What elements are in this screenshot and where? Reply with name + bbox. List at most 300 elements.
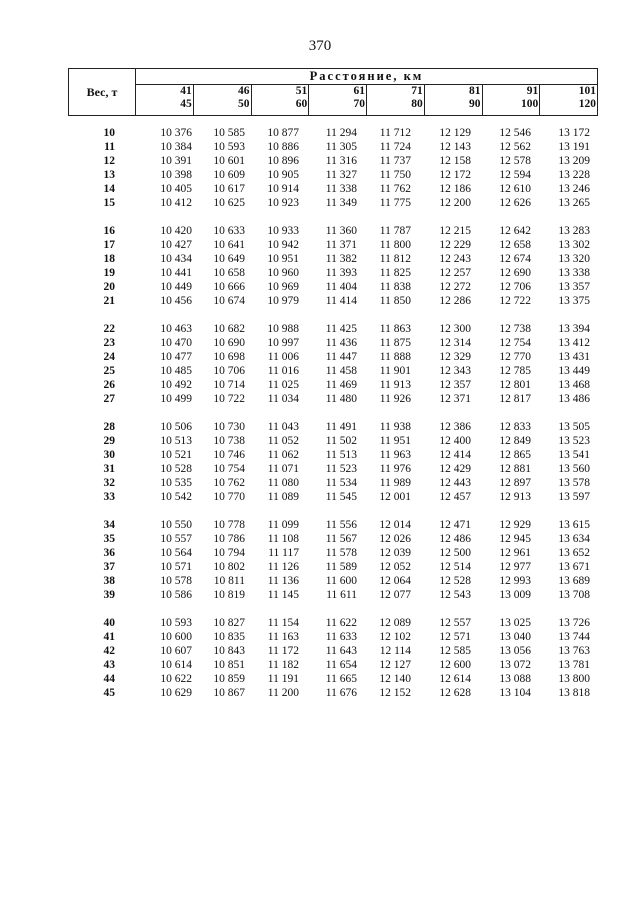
- value-cell: 12 140: [379, 673, 411, 685]
- weight-cell: 28: [103, 421, 115, 433]
- range-header-cell: [309, 85, 367, 116]
- value-cell: 12 371: [439, 393, 471, 405]
- table-row: [68, 280, 598, 294]
- value-cell: 10 933: [267, 225, 299, 237]
- value-cell: 11 071: [267, 463, 299, 475]
- table-row: [68, 364, 598, 378]
- value-cell: 10 629: [160, 687, 192, 699]
- value-cell: 12 674: [499, 253, 531, 265]
- value-cell: 11 513: [325, 449, 357, 461]
- table-row: [68, 546, 598, 560]
- weight-cell: 42: [103, 645, 115, 657]
- value-cell: 11 556: [325, 519, 357, 531]
- value-cell: 11 611: [326, 589, 357, 601]
- value-cell: 13 800: [558, 673, 590, 685]
- value-cell: 12 770: [499, 351, 531, 363]
- value-cell: 11 126: [267, 561, 299, 573]
- value-cell: 12 243: [439, 253, 471, 265]
- table-row: [68, 448, 598, 462]
- value-cell: 12 977: [499, 561, 531, 573]
- value-cell: 13 763: [558, 645, 590, 657]
- value-cell: 11 108: [267, 533, 299, 545]
- value-cell: 12 514: [439, 561, 471, 573]
- value-cell: 13 375: [558, 295, 590, 307]
- value-cell: 11 938: [379, 421, 411, 433]
- range-start: 71: [411, 85, 423, 97]
- value-cell: 10 622: [160, 673, 192, 685]
- value-cell: 10 682: [213, 323, 245, 335]
- value-cell: 10 762: [213, 477, 245, 489]
- value-cell: 13 302: [558, 239, 590, 251]
- value-cell: 10 601: [213, 155, 245, 167]
- value-cell: 12 690: [499, 267, 531, 279]
- value-cell: 11 080: [267, 477, 299, 489]
- range-header-row: [69, 85, 598, 116]
- value-cell: 12 626: [499, 197, 531, 209]
- value-cell: 10 633: [213, 225, 245, 237]
- weight-cell: 16: [103, 225, 115, 237]
- value-cell: 11 502: [325, 435, 357, 447]
- range-start: 81: [469, 85, 481, 97]
- value-cell: 10 914: [267, 183, 299, 195]
- value-cell: 10 535: [160, 477, 192, 489]
- value-cell: 11 762: [379, 183, 411, 195]
- value-cell: 10 698: [213, 351, 245, 363]
- table-row: [68, 560, 598, 574]
- value-cell: 10 585: [213, 127, 245, 139]
- value-cell: 11 589: [325, 561, 357, 573]
- value-cell: 11 750: [379, 169, 411, 181]
- value-cell: 12 486: [439, 533, 471, 545]
- range-end: 60: [295, 98, 308, 110]
- value-cell: 11 414: [325, 295, 357, 307]
- value-cell: 10 674: [213, 295, 245, 307]
- table-row: [68, 476, 598, 490]
- value-cell: 10 384: [160, 141, 192, 153]
- value-cell: 13 228: [558, 169, 590, 181]
- value-cell: 10 754: [213, 463, 245, 475]
- value-cell: 10 811: [213, 575, 245, 587]
- range-end: 90: [469, 98, 481, 110]
- table-row: [68, 224, 598, 238]
- weight-cell: 33: [103, 491, 115, 503]
- value-cell: 10 485: [160, 365, 192, 377]
- value-cell: 12 143: [439, 141, 471, 153]
- value-cell: 12 801: [499, 379, 531, 391]
- value-cell: 10 988: [267, 323, 299, 335]
- value-cell: 10 593: [160, 617, 192, 629]
- value-cell: 11 371: [325, 239, 357, 251]
- value-cell: 13 671: [558, 561, 590, 573]
- table-row: [68, 588, 598, 602]
- range-header-cell: [424, 85, 482, 116]
- value-cell: 13 394: [558, 323, 590, 335]
- value-cell: 13 652: [558, 547, 590, 559]
- value-cell: 12 706: [499, 281, 531, 293]
- value-cell: 11 850: [379, 295, 411, 307]
- range-start: 41: [180, 85, 192, 97]
- value-cell: 12 200: [439, 197, 471, 209]
- value-cell: 10 528: [160, 463, 192, 475]
- value-cell: 13 056: [499, 645, 531, 657]
- value-cell: 11 327: [325, 169, 357, 181]
- value-cell: 10 499: [160, 393, 192, 405]
- value-cell: 11 447: [325, 351, 357, 363]
- value-cell: 10 706: [213, 365, 245, 377]
- value-cell: 11 117: [268, 547, 299, 559]
- value-cell: 10 951: [267, 253, 299, 265]
- value-cell: 11 622: [325, 617, 357, 629]
- range-start: 61: [353, 85, 365, 97]
- value-cell: 12 817: [499, 393, 531, 405]
- value-cell: 10 600: [160, 631, 192, 643]
- weight-cell: 36: [103, 547, 115, 559]
- value-cell: 11 737: [379, 155, 411, 167]
- table-row: [68, 420, 598, 434]
- table-row: [68, 378, 598, 392]
- value-cell: 10 851: [213, 659, 245, 671]
- value-cell: 12 229: [439, 239, 471, 251]
- value-cell: 12 594: [499, 169, 531, 181]
- table-row: [68, 434, 598, 448]
- value-cell: 12 945: [499, 533, 531, 545]
- value-cell: 12 457: [439, 491, 471, 503]
- value-cell: 10 802: [213, 561, 245, 573]
- value-cell: 12 642: [499, 225, 531, 237]
- value-cell: 13 781: [558, 659, 590, 671]
- value-cell: 13 689: [558, 575, 590, 587]
- value-cell: 12 400: [439, 435, 471, 447]
- value-cell: 10 960: [267, 267, 299, 279]
- value-cell: 10 412: [160, 197, 192, 209]
- value-cell: 12 172: [439, 169, 471, 181]
- row-group: [68, 518, 598, 602]
- value-cell: 12 386: [439, 421, 471, 433]
- value-cell: 11 145: [267, 589, 299, 601]
- weight-cell: 15: [103, 197, 115, 209]
- value-cell: 12 913: [499, 491, 531, 503]
- value-cell: 12 300: [439, 323, 471, 335]
- value-cell: 11 888: [379, 351, 411, 363]
- value-cell: 10 398: [160, 169, 192, 181]
- value-cell: 11 480: [325, 393, 357, 405]
- value-cell: 13 578: [558, 477, 590, 489]
- value-cell: 10 564: [160, 547, 192, 559]
- value-cell: 12 102: [379, 631, 411, 643]
- value-cell: 10 714: [213, 379, 245, 391]
- value-cell: 12 152: [379, 687, 411, 699]
- range-end: 100: [521, 98, 539, 110]
- value-cell: 11 305: [325, 141, 357, 153]
- value-cell: 10 827: [213, 617, 245, 629]
- value-cell: 12 557: [439, 617, 471, 629]
- table-row: [68, 126, 598, 140]
- range-end: 45: [180, 98, 192, 110]
- weight-cell: 43: [103, 659, 115, 671]
- value-cell: 12 585: [439, 645, 471, 657]
- weight-cell: 31: [103, 463, 115, 475]
- value-cell: 10 477: [160, 351, 192, 363]
- value-cell: 11 382: [325, 253, 357, 265]
- value-cell: 10 886: [267, 141, 299, 153]
- weight-cell: 34: [103, 519, 115, 531]
- value-cell: 11 875: [379, 337, 411, 349]
- value-cell: 10 625: [213, 197, 245, 209]
- table-row: [68, 238, 598, 252]
- value-cell: 10 778: [213, 519, 245, 531]
- value-cell: 10 609: [213, 169, 245, 181]
- value-cell: 11 491: [325, 421, 357, 433]
- value-cell: 11 349: [325, 197, 357, 209]
- value-cell: 10 405: [160, 183, 192, 195]
- value-cell: 10 997: [267, 337, 299, 349]
- value-cell: 10 434: [160, 253, 192, 265]
- value-cell: 12 562: [499, 141, 531, 153]
- weight-cell: 24: [103, 351, 115, 363]
- value-cell: 11 633: [325, 631, 357, 643]
- value-cell: 12 658: [499, 239, 531, 251]
- value-cell: 11 200: [267, 687, 299, 699]
- value-cell: 11 901: [379, 365, 411, 377]
- value-cell: 13 191: [558, 141, 590, 153]
- row-group: [68, 126, 598, 210]
- value-cell: 12 897: [499, 477, 531, 489]
- value-cell: 13 431: [558, 351, 590, 363]
- value-cell: 12 114: [379, 645, 411, 657]
- value-cell: 10 449: [160, 281, 192, 293]
- value-cell: 11 712: [379, 127, 411, 139]
- value-cell: 10 542: [160, 491, 192, 503]
- value-cell: 13 283: [558, 225, 590, 237]
- value-cell: 11 338: [325, 183, 357, 195]
- weight-cell: 32: [103, 477, 115, 489]
- value-cell: 13 265: [558, 197, 590, 209]
- value-cell: 12 014: [379, 519, 411, 531]
- value-cell: 11 099: [267, 519, 299, 531]
- value-cell: 10 905: [267, 169, 299, 181]
- weight-cell: 13: [103, 169, 115, 181]
- table-row: [68, 196, 598, 210]
- value-cell: 11 425: [325, 323, 357, 335]
- weight-cell: 27: [103, 393, 115, 405]
- value-cell: 13 560: [558, 463, 590, 475]
- range-header-cell: [136, 85, 194, 116]
- table-row: [68, 490, 598, 504]
- table-row: [68, 644, 598, 658]
- value-cell: 11 404: [325, 281, 357, 293]
- value-cell: 12 257: [439, 267, 471, 279]
- value-cell: 10 441: [160, 267, 192, 279]
- weight-cell: 23: [103, 337, 115, 349]
- value-cell: 11 812: [379, 253, 411, 265]
- table-header: [68, 68, 598, 116]
- table-row: [68, 532, 598, 546]
- value-cell: 10 593: [213, 141, 245, 153]
- value-cell: 10 463: [160, 323, 192, 335]
- value-cell: 12 961: [499, 547, 531, 559]
- row-group: [68, 420, 598, 504]
- value-cell: 11 800: [379, 239, 411, 251]
- value-cell: 13 744: [558, 631, 590, 643]
- table-row: [68, 168, 598, 182]
- distance-header: Расстояние, км: [136, 69, 598, 85]
- page-number: 370: [308, 38, 332, 54]
- value-cell: 11 016: [267, 365, 299, 377]
- value-cell: 12 849: [499, 435, 531, 447]
- weight-cell: 12: [103, 155, 115, 167]
- table-row: [68, 658, 598, 672]
- value-cell: 13 449: [558, 365, 590, 377]
- value-cell: 10 770: [213, 491, 245, 503]
- value-cell: 11 838: [379, 281, 411, 293]
- value-cell: 12 865: [499, 449, 531, 461]
- value-cell: 10 649: [213, 253, 245, 265]
- value-cell: 12 158: [439, 155, 471, 167]
- value-cell: 12 314: [439, 337, 471, 349]
- value-cell: 12 578: [499, 155, 531, 167]
- value-cell: 11 976: [379, 463, 411, 475]
- value-cell: 13 320: [558, 253, 590, 265]
- value-cell: 12 001: [379, 491, 411, 503]
- value-cell: 11 089: [267, 491, 299, 503]
- value-cell: 13 357: [558, 281, 590, 293]
- value-cell: 10 896: [267, 155, 299, 167]
- value-cell: 13 025: [499, 617, 531, 629]
- value-cell: 10 376: [160, 127, 192, 139]
- value-cell: 10 969: [267, 281, 299, 293]
- value-cell: 13 412: [558, 337, 590, 349]
- value-cell: 10 658: [213, 267, 245, 279]
- value-cell: 10 666: [213, 281, 245, 293]
- value-cell: 13 009: [499, 589, 531, 601]
- value-cell: 11 643: [325, 645, 357, 657]
- value-cell: 12 077: [379, 589, 411, 601]
- table-row: [68, 350, 598, 364]
- value-cell: 12 571: [439, 631, 471, 643]
- value-cell: 12 127: [379, 659, 411, 671]
- weight-cell: 35: [103, 533, 115, 545]
- value-cell: 10 867: [213, 687, 245, 699]
- value-cell: 10 506: [160, 421, 192, 433]
- range-end: 50: [238, 98, 250, 110]
- value-cell: 12 026: [379, 533, 411, 545]
- value-cell: 12 610: [499, 183, 531, 195]
- value-cell: 11 062: [267, 449, 299, 461]
- weight-column-header: Вес, т: [69, 69, 136, 116]
- value-cell: 13 634: [558, 533, 590, 545]
- weight-cell: 14: [103, 183, 115, 195]
- value-cell: 11 863: [379, 323, 411, 335]
- value-cell: 12 089: [379, 617, 411, 629]
- value-cell: 10 835: [213, 631, 245, 643]
- value-cell: 10 557: [160, 533, 192, 545]
- value-cell: 11 316: [325, 155, 357, 167]
- value-cell: 13 040: [499, 631, 531, 643]
- range-header-cell: [540, 85, 598, 116]
- value-cell: 11 191: [267, 673, 299, 685]
- value-cell: 13 072: [499, 659, 531, 671]
- value-cell: 12 471: [439, 519, 471, 531]
- value-cell: 13 209: [558, 155, 590, 167]
- table-row: [68, 616, 598, 630]
- value-cell: 11 360: [325, 225, 357, 237]
- value-cell: 12 443: [439, 477, 471, 489]
- value-cell: 11 294: [325, 127, 357, 139]
- value-cell: 13 597: [558, 491, 590, 503]
- value-cell: 12 064: [379, 575, 411, 587]
- row-group: [68, 224, 598, 308]
- value-cell: 11 578: [325, 547, 357, 559]
- value-cell: 13 104: [499, 687, 531, 699]
- value-cell: 10 607: [160, 645, 192, 657]
- table-row: [68, 462, 598, 476]
- value-cell: 10 690: [213, 337, 245, 349]
- value-cell: 10 877: [267, 127, 299, 139]
- value-cell: 11 787: [379, 225, 411, 237]
- value-cell: 11 665: [325, 673, 357, 685]
- value-cell: 11 172: [267, 645, 299, 657]
- range-start: 91: [526, 85, 539, 97]
- value-cell: 13 088: [499, 673, 531, 685]
- weight-cell: 18: [103, 253, 115, 265]
- value-cell: 10 456: [160, 295, 192, 307]
- value-cell: 12 614: [439, 673, 471, 685]
- value-cell: 12 343: [439, 365, 471, 377]
- value-cell: 10 578: [160, 575, 192, 587]
- weight-cell: 20: [103, 281, 115, 293]
- value-cell: 12 215: [439, 225, 471, 237]
- value-cell: 10 786: [213, 533, 245, 545]
- value-cell: 10 923: [267, 197, 299, 209]
- value-cell: 12 738: [499, 323, 531, 335]
- value-cell: 11 034: [267, 393, 299, 405]
- value-cell: 12 500: [439, 547, 471, 559]
- weight-cell: 30: [103, 449, 115, 461]
- value-cell: 13 338: [558, 267, 590, 279]
- value-cell: 12 628: [439, 687, 471, 699]
- range-start: 46: [238, 85, 250, 97]
- weight-cell: 39: [103, 589, 115, 601]
- range-end: 120: [578, 98, 596, 110]
- table-row: [68, 686, 598, 700]
- value-cell: 12 754: [499, 337, 531, 349]
- value-cell: 11 775: [379, 197, 411, 209]
- range-header-cell: [482, 85, 540, 116]
- value-cell: 11 154: [267, 617, 299, 629]
- weight-cell: 10: [103, 127, 115, 139]
- table-row: [68, 322, 598, 336]
- value-cell: 10 641: [213, 239, 245, 251]
- value-cell: 11 469: [325, 379, 357, 391]
- weight-cell: 37: [103, 561, 115, 573]
- value-cell: 11 393: [325, 267, 357, 279]
- value-cell: 10 746: [213, 449, 245, 461]
- value-cell: 11 545: [325, 491, 357, 503]
- value-cell: 10 550: [160, 519, 192, 531]
- value-cell: 12 722: [499, 295, 531, 307]
- value-cell: 12 528: [439, 575, 471, 587]
- value-cell: 10 586: [160, 589, 192, 601]
- range-start: 101: [578, 85, 596, 97]
- table-row: [68, 266, 598, 280]
- value-cell: 10 738: [213, 435, 245, 447]
- value-cell: 10 571: [160, 561, 192, 573]
- value-cell: 11 567: [325, 533, 357, 545]
- weight-cell: 17: [103, 239, 115, 251]
- value-cell: 11 926: [379, 393, 411, 405]
- table-row: [68, 392, 598, 406]
- value-cell: 12 429: [439, 463, 471, 475]
